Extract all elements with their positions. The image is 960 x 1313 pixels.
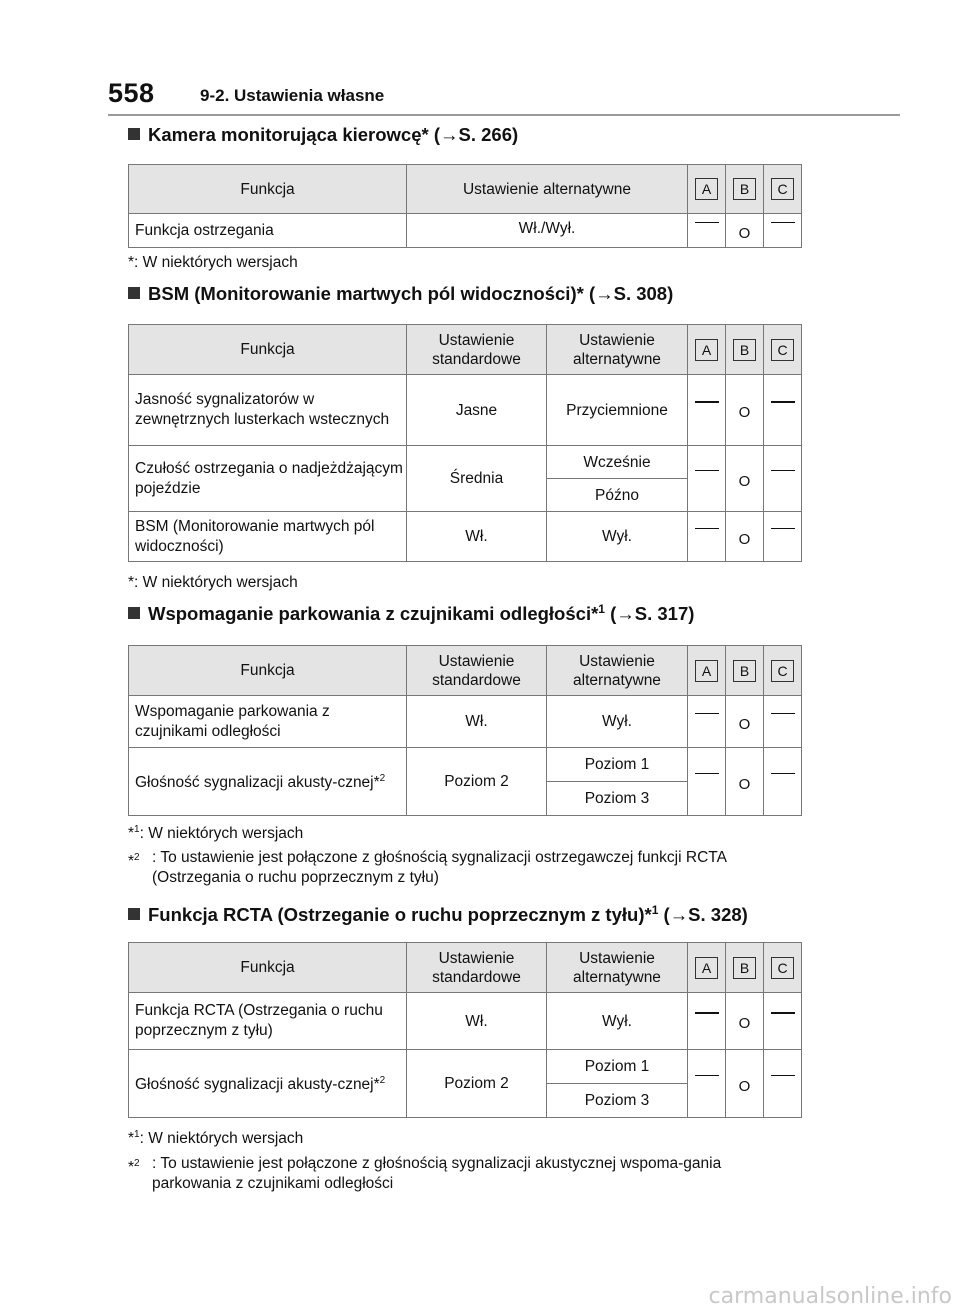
table-row	[129, 446, 802, 479]
table-rcta	[128, 942, 801, 1118]
table-row	[129, 748, 802, 782]
table-row	[129, 1050, 802, 1084]
header-divider	[108, 114, 900, 116]
header-standard: Ustawienie standardowe	[407, 646, 547, 696]
footnote-2: *$^2$ : To ustawienie jest połączone z głośnością sygnalizacji ostrzegawczej funkcji RCTA (Ostrzegania o ruchu poprzecznym z tyłu)	[128, 849, 727, 886]
section-parking-assist	[128, 602, 801, 625]
circle-mark: O	[738, 775, 751, 793]
header-function: Funkcja	[129, 646, 407, 696]
square-bullet-icon	[128, 128, 140, 140]
standard-cell: Wł.	[407, 512, 547, 562]
standard-cell: Wł.	[407, 696, 547, 748]
letter-b-icon: B	[733, 957, 756, 979]
section-rcta	[128, 903, 801, 926]
table-row	[129, 696, 802, 748]
table-row	[129, 512, 802, 562]
table-header-row	[129, 165, 802, 214]
circle-mark: O	[738, 1015, 751, 1032]
dash-icon	[695, 773, 719, 775]
footnote-1: *$^1$: W niektórych wersjach	[128, 1129, 304, 1148]
alternative-cell: Poziom 3	[547, 1084, 688, 1118]
letter-c-icon: C	[771, 339, 794, 361]
dash-icon	[771, 222, 795, 224]
function-cell: Czułość ostrzegania o nadjeżdżającym pojeździe	[129, 446, 407, 512]
header-alternative: Ustawienie alternatywne	[547, 325, 688, 375]
alternative-cell: Poziom 3	[547, 782, 688, 816]
settings-table	[128, 942, 802, 1118]
standard-cell: Jasne	[407, 375, 547, 446]
function-cell: Funkcja ostrzegania	[129, 214, 407, 248]
circle-mark: O	[738, 1077, 751, 1095]
dash-icon	[771, 401, 795, 403]
dash-icon	[771, 470, 795, 472]
square-bullet-icon	[128, 607, 140, 619]
settings-table	[128, 324, 802, 562]
table-header-row	[129, 646, 802, 696]
dash-icon	[771, 1075, 795, 1077]
footnote-1: *$^1$: W niektórych wersjach	[128, 824, 304, 843]
dash-icon	[771, 528, 795, 530]
function-cell: Funkcja RCTA (Ostrzegania o ruchu poprzecznym z tyłu)	[129, 993, 407, 1050]
page-number: 558	[108, 78, 155, 108]
table-header-row	[129, 943, 802, 993]
function-cell: Jasność sygnalizatorów w zewnętrznych lusterkach wstecznych	[129, 375, 407, 446]
header-alternative: Ustawienie alternatywne	[407, 165, 688, 214]
dash-icon	[695, 713, 719, 715]
standard-cell: Wł.	[407, 993, 547, 1050]
circle-mark: O	[738, 404, 751, 421]
table-row	[129, 375, 802, 446]
section-title: Wspomaganie parkowania z czujnikami odległości*$^1$ (→S. 317)	[128, 602, 801, 625]
alternative-cell: Wył.	[547, 512, 688, 562]
dash-icon	[695, 1012, 719, 1014]
dash-icon	[695, 222, 719, 224]
alternative-cell: Wł./Wył.	[407, 214, 688, 248]
chapter-title: 9-2. Ustawienia własne	[200, 86, 385, 105]
page-header	[108, 78, 900, 116]
dash-icon	[771, 713, 795, 715]
alternative-cell: Przyciemnione	[547, 375, 688, 446]
function-cell: Wspomaganie parkowania z czujnikami odległości	[129, 696, 407, 748]
header-function: Funkcja	[129, 325, 407, 375]
circle-mark: O	[738, 715, 751, 733]
table-row	[129, 993, 802, 1050]
header-function: Funkcja	[129, 943, 407, 993]
dash-icon	[771, 1012, 795, 1014]
alternative-cell: Wył.	[547, 993, 688, 1050]
dash-icon	[695, 1075, 719, 1077]
function-cell: BSM (Monitorowanie martwych pól widoczności)	[129, 512, 407, 562]
alternative-cell: Poziom 1	[547, 748, 688, 782]
circle-mark: O	[738, 530, 751, 548]
header-function: Funkcja	[129, 165, 407, 214]
table-header-row	[129, 325, 802, 375]
standard-cell: Poziom 2	[407, 748, 547, 816]
dash-icon	[771, 773, 795, 775]
table-driver-monitor-camera	[128, 164, 801, 248]
dash-icon	[695, 401, 719, 403]
letter-c-icon: C	[771, 660, 794, 682]
alternative-cell: Wcześnie	[547, 446, 688, 479]
letter-a-icon: A	[695, 957, 718, 979]
function-cell: Głośność sygnalizacji akusty-cznej*$^2$	[129, 1050, 407, 1118]
dash-icon	[695, 470, 719, 472]
header-standard: Ustawienie standardowe	[407, 943, 547, 993]
standard-cell: Poziom 2	[407, 1050, 547, 1118]
footnote: *: W niektórych wersjach	[128, 254, 298, 271]
section-driver-monitor-camera	[128, 124, 801, 146]
settings-table	[128, 645, 802, 816]
section-bsm	[128, 283, 801, 305]
letter-a-icon: A	[695, 339, 718, 361]
square-bullet-icon	[128, 908, 140, 920]
settings-table	[128, 164, 802, 248]
footnote-2: *$^2$ : To ustawienie jest połączone z głośnością sygnalizacji akustycznej wspoma-gania parkowania z czujnikami odległości	[128, 1155, 722, 1192]
table-bsm	[128, 324, 801, 562]
section-title: Funkcja RCTA (Ostrzeganie o ruchu poprzecznym z tyłu)*$^1$ (→S. 328)	[128, 903, 801, 926]
circle-mark: O	[738, 472, 751, 490]
table-row	[129, 214, 802, 248]
footnote: *: W niektórych wersjach	[128, 574, 298, 591]
letter-a-icon: A	[695, 660, 718, 682]
letter-b-icon: B	[733, 339, 756, 361]
watermark: carmanualsonline.info	[708, 1284, 952, 1309]
letter-a-icon: A	[695, 178, 718, 200]
alternative-cell: Późno	[547, 479, 688, 512]
letter-c-icon: C	[771, 178, 794, 200]
letter-b-icon: B	[733, 178, 756, 200]
alternative-cell: Wył.	[547, 696, 688, 748]
function-cell: Głośność sygnalizacji akusty-cznej*$^2$	[129, 748, 407, 816]
section-title: BSM (Monitorowanie martwych pól widoczności)* (→S. 308)	[128, 283, 801, 305]
header-alternative: Ustawienie alternatywne	[547, 646, 688, 696]
circle-mark: O	[738, 224, 751, 242]
standard-cell: Średnia	[407, 446, 547, 512]
header-alternative: Ustawienie alternatywne	[547, 943, 688, 993]
table-parking-assist	[128, 645, 801, 816]
square-bullet-icon	[128, 287, 140, 299]
section-title: Kamera monitorująca kierowcę* (→S. 266)	[128, 124, 801, 146]
header-standard: Ustawienie standardowe	[407, 325, 547, 375]
alternative-cell: Poziom 1	[547, 1050, 688, 1084]
letter-b-icon: B	[733, 660, 756, 682]
letter-c-icon: C	[771, 957, 794, 979]
dash-icon	[695, 528, 719, 530]
